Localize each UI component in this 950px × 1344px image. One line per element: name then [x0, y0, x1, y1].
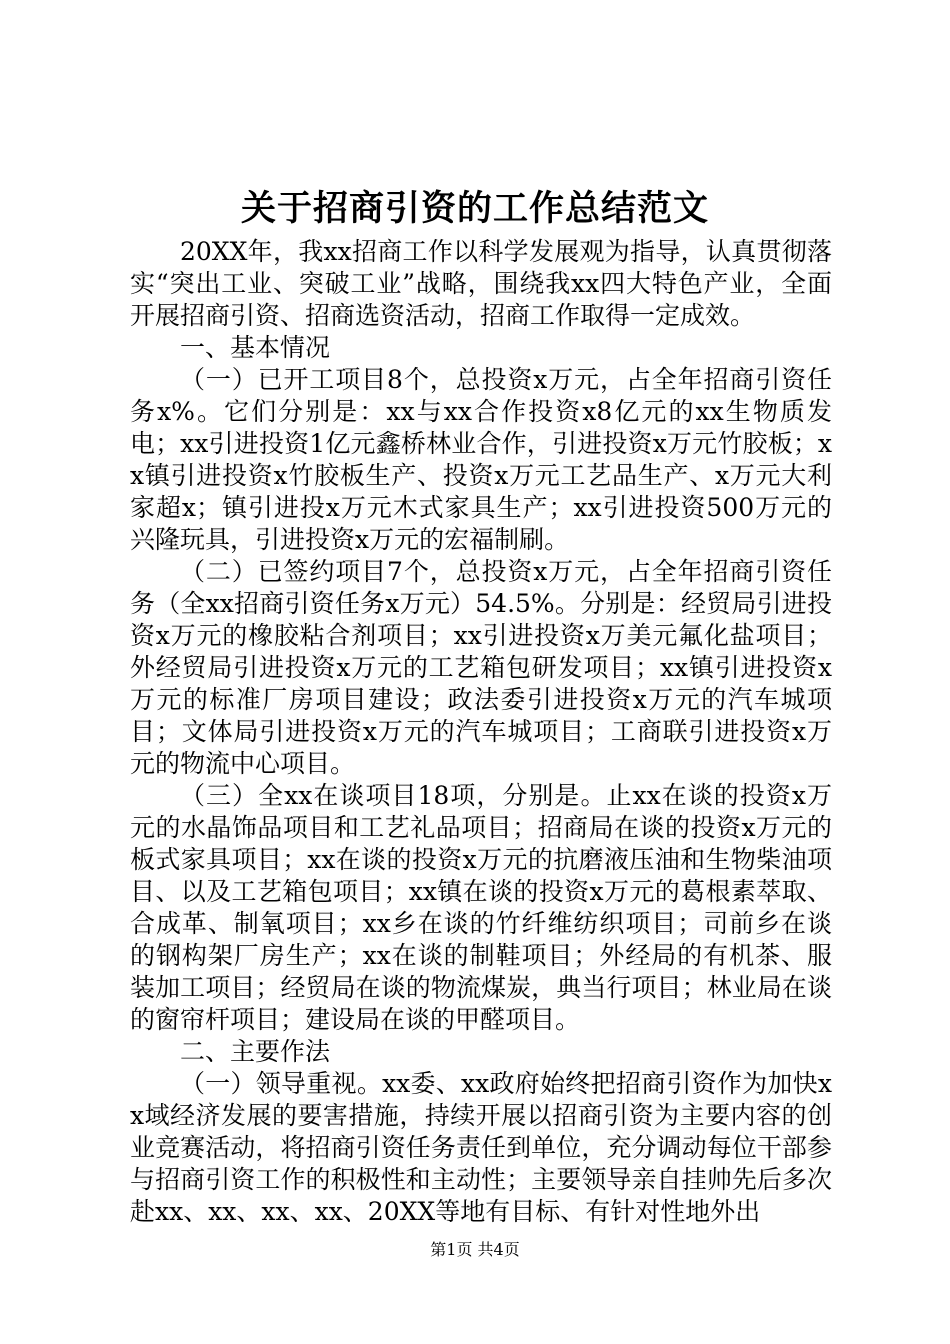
paragraph-signed-projects: （二）已签约项目7个，总投资x万元，占全年招商引资任务（全xx招商引资任务x万元）54.5%。分别是：经贸局引进投资x万元的橡胶粘合剂项目；xx引进投资x万美元氟化盐项目；外经贸局引进投资x万元的工艺箱包研发项目；xx镇引进投资x万元的标准厂房项目建设；政法委引进投资x万元的汽车城项目；文体局引进投资x万元的汽车城项目；工商联引进投资x万元的物流中心项目。	[130, 557, 832, 778]
paragraph-leadership: （一）领导重视。xx委、xx政府始终把招商引资作为加快xx域经济发展的要害措施，持续开展以招商引资为主要内容的创业竞赛活动，将招商引资任务责任到单位，充分调动每位干部参与招商引资工作的积极性和主动性；主要领导亲自挂帅先后多次赴xx、xx、xx、xx、20XX等地有目标、有针对性地外出	[130, 1069, 832, 1226]
document-body	[130, 236, 832, 1228]
paragraph-started-projects: （一）已开工项目8个，总投资x万元，占全年招商引资任务x%。它们分别是：xx与xx合作投资x8亿元的xx生物质发电；xx引进投资1亿元鑫桥林业合作，引进投资x万元竹胶板；xx镇引进投资x竹胶板生产、投资x万元工艺品生产、x万元大利家超x；镇引进投x万元木式家具生产；xx引进投资500万元的兴隆玩具，引进投资x万元的宏福制刷。	[130, 365, 832, 554]
document-title: 关于招商引资的工作总结范文	[240, 188, 709, 229]
heading-main-practices: 二、主要作法	[180, 1037, 331, 1066]
page-footer: 第1页 共4页	[430, 1240, 520, 1259]
paragraph-intro: 20XX年，我xx招商工作以科学发展观为指导，认真贯彻落实“突出工业、突破工业”战略，围绕我xx四大特色产业，全面开展招商引资、招商选资活动，招商工作取得一定成效。	[130, 237, 832, 330]
paragraph-negotiating-projects: （三）全xx在谈项目18项，分别是。止xx在谈的投资x万元的水晶饰品项目和工艺礼品项目；招商局在谈的投资x万元的板式家具项目；xx在谈的投资x万元的抗磨液压油和生物柴油项目、以及工艺箱包项目；xx镇在谈的投资x万元的葛根素萃取、合成革、制氧项目；xx乡在谈的竹纤维纺织项目；司前乡在谈的钢构架厂房生产；xx在谈的制鞋项目；外经局的有机茶、服装加工项目；经贸局在谈的物流煤炭，典当行项目；林业局在谈的窗帘杆项目；建设局在谈的甲醛项目。	[130, 781, 832, 1034]
heading-basic-situation: 一、基本情况	[180, 333, 331, 362]
